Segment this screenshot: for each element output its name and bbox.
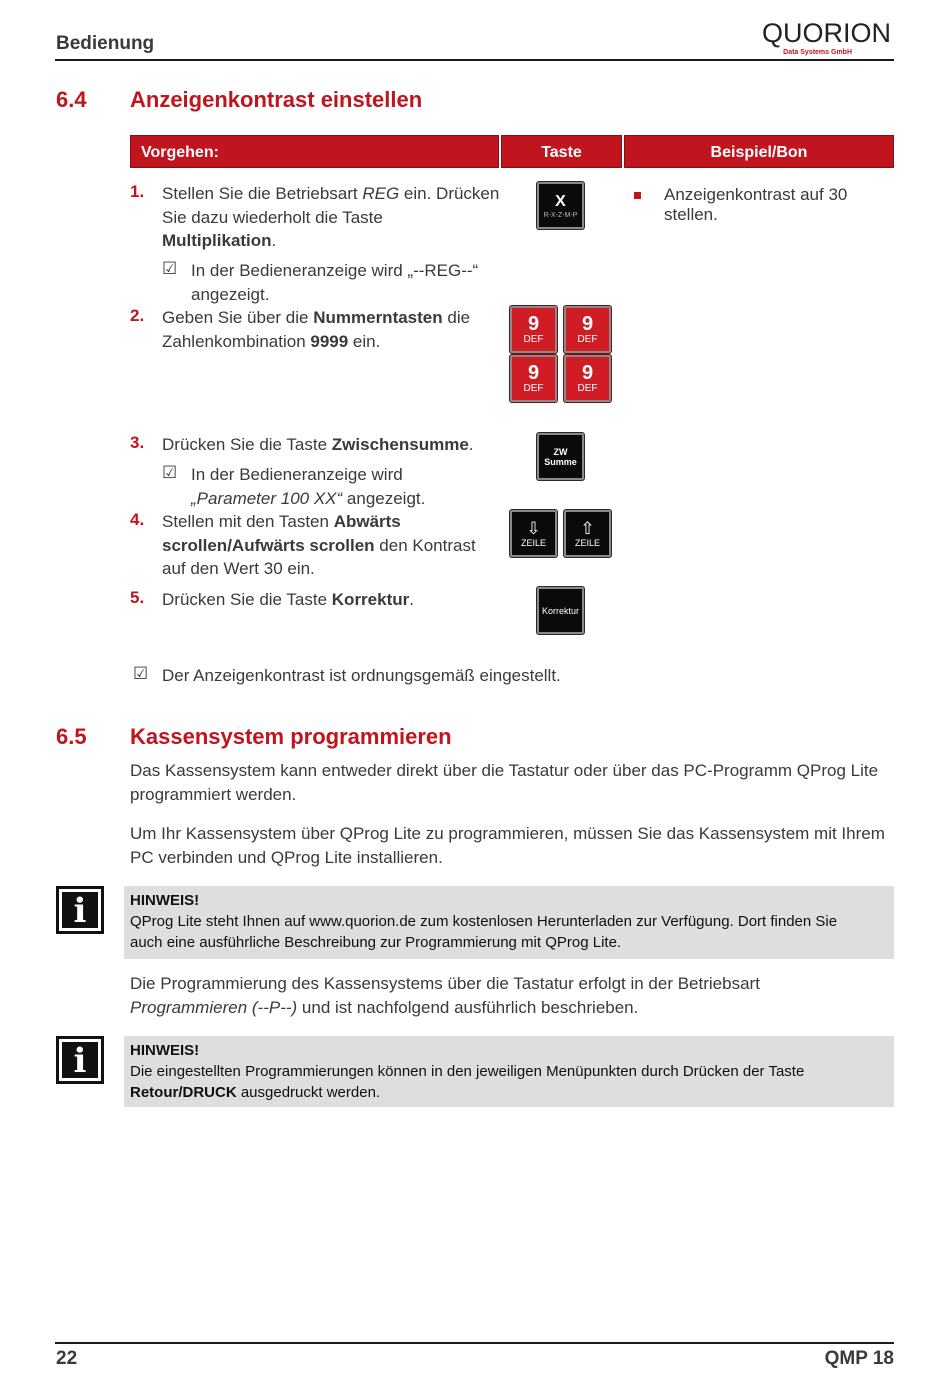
step-number: 5. <box>130 588 145 607</box>
info-icon: i <box>56 886 104 934</box>
result-text: Der Anzeigenkontrast ist ordnungsgemäß eingestellt. <box>162 666 561 685</box>
note-box: HINWEIS! QProg Lite steht Ihnen auf www.quorion.de zum kostenlosen Herunterladen zur Verfügung. Dort finden Sie auch eine ausführliche Beschreibung zur Programmierung mit QProg Lite. <box>124 886 894 959</box>
table-header-example: Beispiel/Bon <box>624 135 894 168</box>
note-box: HINWEIS! Die eingestellten Programmierungen können in den jeweiligen Menüpunkten durch Drücken der Taste Retour/DRUCK ausgedruckt werden. <box>124 1036 894 1107</box>
logo-subtitle: Data Systems GmbH <box>783 49 852 56</box>
step-number: 4. <box>130 510 145 529</box>
step-number: 3. <box>130 433 145 452</box>
section-number: 6.5 <box>56 724 87 749</box>
step-number: 2. <box>130 306 145 325</box>
example-text: Anzeigenkontrast auf 30 stellen. <box>664 185 848 224</box>
section-title: Kassensystem programmieren <box>130 724 452 749</box>
footer-rule <box>55 1342 894 1344</box>
step-text: Stellen mit den Tasten Abwärts scrollen/Aufwärts scrollen den Kontrast auf den Wert 30 ein. <box>162 512 476 578</box>
nine-key: 9 DEF <box>564 355 611 402</box>
paragraph: Die Programmierung des Kassensystems über die Tastatur erfolgt in der Betriebsart Programmieren (--P--) und ist nachfolgend ausführlich beschrieben. <box>130 974 760 1017</box>
section-title: Anzeigenkontrast einstellen <box>130 87 423 112</box>
header-title: Bedienung <box>56 33 155 54</box>
multiply-key: X R-X-Z-M-P <box>537 182 584 229</box>
check-icon: ☑ <box>162 259 178 278</box>
step-text: Geben Sie über die Nummerntasten die Zahlenkombination 9999 ein. <box>162 308 471 351</box>
paragraph: Um Ihr Kassensystem über QProg Lite zu programmieren, müssen Sie das Kassensystem mit Ihrem PC verbinden und QProg Lite installieren. <box>130 824 885 867</box>
arrow-up-icon: ⇧ <box>580 518 595 538</box>
nine-key: 9 DEF <box>510 355 557 402</box>
paragraph: Das Kassensystem kann entweder direkt über die Tastatur oder über das PC-Programm QProg Lite programmiert werden. <box>130 761 879 804</box>
section-number: 6.4 <box>56 87 87 112</box>
correction-key: Korrektur <box>537 587 584 634</box>
nine-key: 9 DEF <box>510 306 557 353</box>
bullet-icon <box>634 192 641 199</box>
table-header-procedure: Vorgehen: <box>130 135 499 168</box>
product-name: QMP 18 <box>824 1348 894 1369</box>
quorion-logo <box>762 18 894 58</box>
step-text: Stellen Sie die Betriebsart REG ein. Drücken Sie dazu wiederholt die Taste Multiplikation. <box>162 184 500 250</box>
table-header-key: Taste <box>501 135 622 168</box>
step-text: Drücken Sie die Taste Zwischensumme. <box>162 435 474 454</box>
subtotal-key: ZW Summe <box>537 433 584 480</box>
page-number: 22 <box>56 1348 78 1369</box>
logo-text: QUORION <box>762 18 892 48</box>
step-text: Drücken Sie die Taste Korrektur. <box>162 590 414 609</box>
scroll-up-key: ⇧ ZEILE <box>564 510 611 557</box>
check-text: In der Bedieneranzeige wird „Parameter 100 XX“ angezeigt. <box>191 465 426 508</box>
arrow-down-icon: ⇩ <box>526 518 541 538</box>
check-icon: ☑ <box>133 664 149 683</box>
step-number: 1. <box>130 182 145 201</box>
check-icon: ☑ <box>162 463 178 482</box>
nine-key: 9 DEF <box>564 306 611 353</box>
header-rule <box>55 59 894 61</box>
info-icon: i <box>56 1036 104 1084</box>
check-text: In der Bedieneranzeige wird „--REG--“ angezeigt. <box>191 261 479 304</box>
scroll-down-key: ⇩ ZEILE <box>510 510 557 557</box>
